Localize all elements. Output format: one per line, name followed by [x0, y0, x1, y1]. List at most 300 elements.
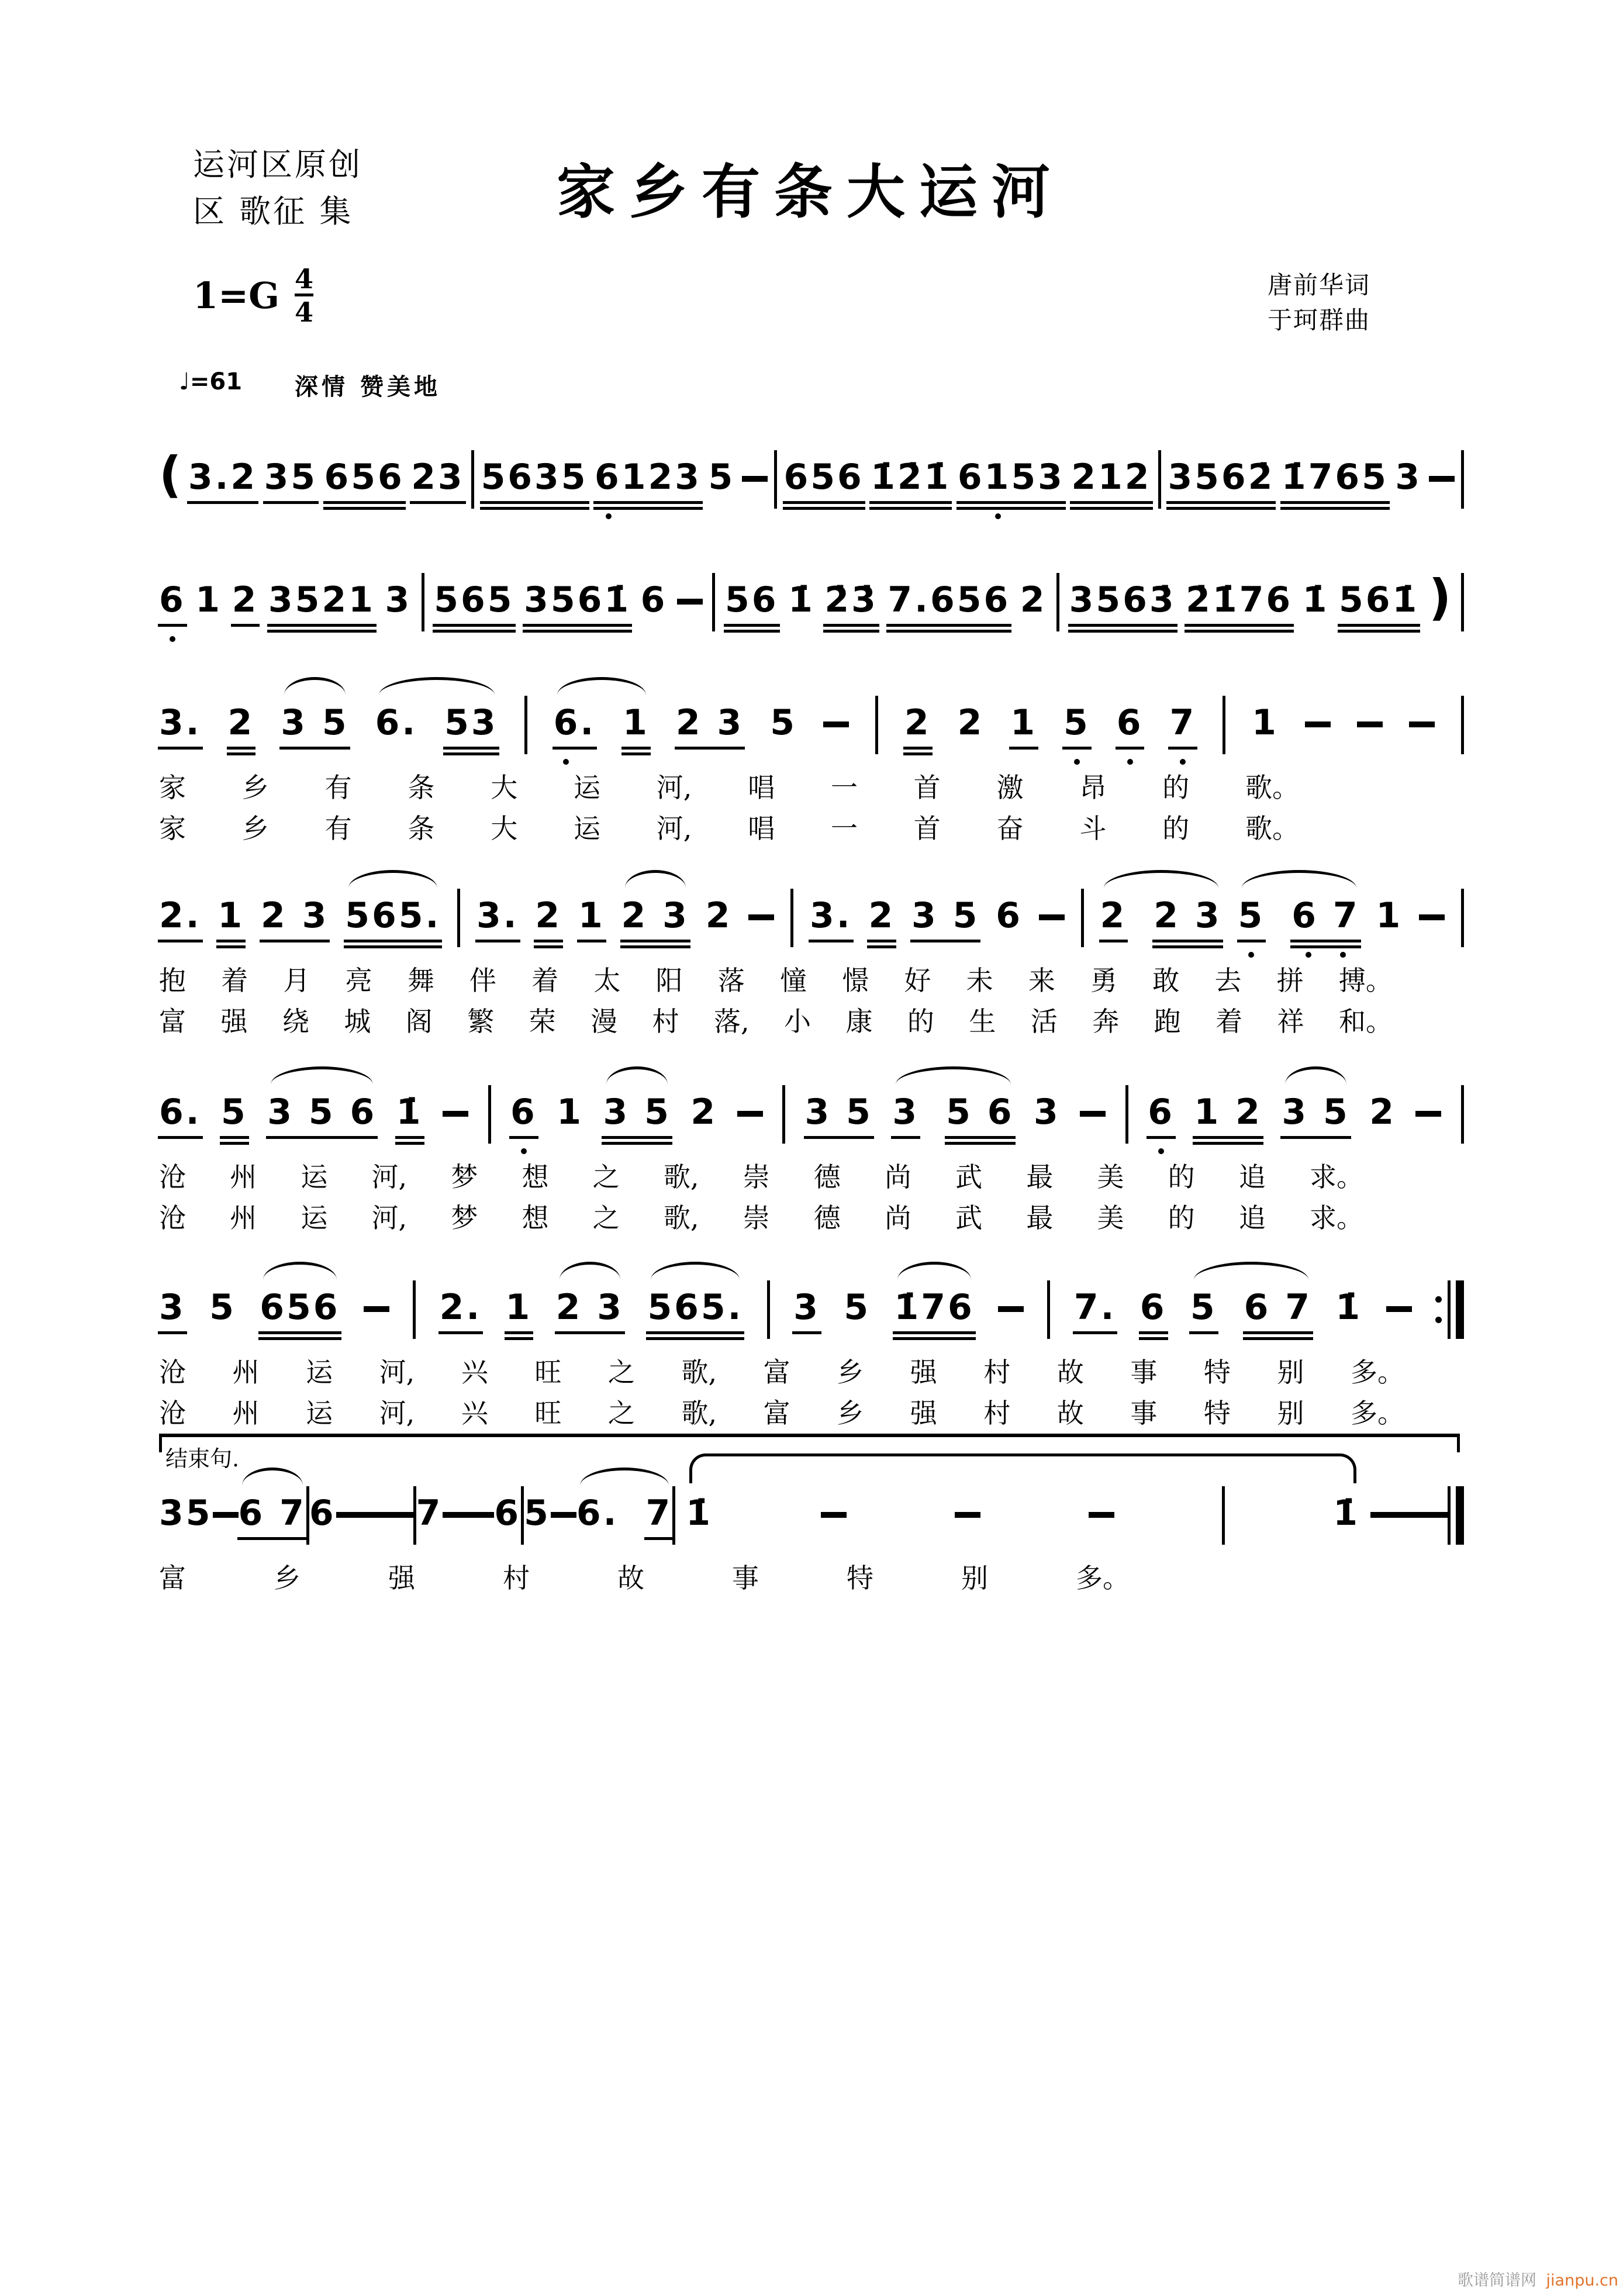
notation-token: 6123 [595, 456, 702, 498]
lyric-syllable: 沧 [159, 1202, 186, 1234]
lyric-syllable: 着 [221, 965, 248, 996]
lyric-syllable: 美 [1097, 1161, 1124, 1193]
lyric-syllable: 奋 [996, 813, 1024, 844]
notation-row [159, 562, 1464, 626]
notation-token: 6153 [958, 456, 1065, 498]
lyric-syllable: 太 [593, 965, 621, 996]
lyric-syllable: 有 [324, 813, 352, 844]
lyric-syllable: 求。 [1310, 1202, 1363, 1234]
notation-token: 6 [996, 895, 1023, 936]
lyric-syllable: 康 [845, 1006, 873, 1037]
barline [1047, 1280, 1050, 1339]
slur-group [1190, 1286, 1312, 1328]
notation-token: 2 [705, 895, 733, 936]
lyric-syllable: 家 [159, 813, 186, 844]
lyric-syllable: 运 [306, 1356, 333, 1388]
notation-token: 2 [690, 1092, 718, 1133]
lyric-syllable: 运 [301, 1161, 328, 1193]
notation-token: 5 6 [946, 1092, 1014, 1133]
lyric-syllable: 运 [301, 1202, 328, 1234]
barline [422, 573, 424, 631]
lyric-syllable: 河, [379, 1356, 415, 1388]
lyric-syllable: 大 [491, 813, 518, 844]
lyric-syllable: 之 [607, 1356, 635, 1388]
lyric-syllable: 一 [831, 772, 858, 803]
notation-token: 1̇765 [1281, 457, 1389, 498]
tempo-marking: ♩=61 [179, 368, 243, 395]
lyrics-line-1 [159, 1560, 1130, 1596]
notation-row [159, 685, 1464, 744]
notation-token: 6 [494, 1493, 522, 1534]
lyric-syllable: 憬 [842, 965, 869, 996]
barline [1081, 889, 1084, 947]
slur-group [1282, 1091, 1349, 1133]
barline [1461, 889, 1464, 947]
notation-token: 6 [510, 1091, 537, 1133]
notation-token: 6. [375, 702, 418, 743]
lyric-syllable: 河, [656, 813, 692, 844]
lyric-syllable: 之 [592, 1202, 620, 1234]
meter-numerator: 4 [295, 263, 314, 295]
expression-marking: 深情 赞美地 [295, 373, 441, 400]
rest-dash [1415, 1111, 1441, 1117]
notation-token: 3. [159, 702, 202, 743]
lyrics-line-1 [159, 962, 1393, 999]
rest-dash [336, 1512, 362, 1518]
rest-dash [362, 1512, 388, 1518]
barline [1461, 573, 1464, 631]
lyric-syllable: 歌, [663, 1161, 699, 1193]
barline [712, 573, 715, 631]
notation-token: 53 [444, 702, 498, 743]
lyric-syllable: 运 [573, 813, 600, 844]
key-label: 1=G [193, 274, 280, 317]
octave-dot-below [1074, 759, 1080, 765]
lyric-syllable: 多。 [1351, 1397, 1404, 1429]
lyric-syllable: 小 [784, 1006, 811, 1037]
notation-token: 2 [1369, 1092, 1396, 1133]
lyric-syllable: 追 [1238, 1202, 1266, 1234]
lyric-syllable: 亮 [345, 965, 372, 996]
notation-row [159, 878, 1464, 937]
slur-group [239, 1492, 306, 1534]
lyric-syllable: 唱 [748, 813, 775, 844]
repeat-end-barline [1435, 1280, 1464, 1339]
lyric-syllable: 州 [232, 1397, 260, 1429]
notation-token: 1 [1010, 702, 1038, 743]
lyric-syllable: 着 [1215, 1006, 1243, 1037]
barline [457, 889, 460, 947]
lyric-syllable: 大 [491, 772, 518, 803]
notation-token: 1̇ [396, 1092, 423, 1133]
score-system-7 [159, 1434, 1464, 1596]
notation-token: 1̇76 [894, 1287, 975, 1328]
rest-dash [1422, 1512, 1448, 1518]
lyric-syllable: 未 [966, 965, 993, 996]
slur-group [647, 1286, 743, 1328]
lyric-syllable: 歌, [663, 1202, 699, 1234]
credits [1268, 268, 1370, 338]
rest-dash [742, 476, 768, 482]
lyric-syllable: 绕 [282, 1006, 309, 1037]
notation-token: 6 [1148, 1091, 1175, 1133]
parenthesis: ( [159, 446, 182, 503]
parenthesis: ) [1428, 569, 1452, 626]
slur-group [603, 1091, 671, 1133]
lyric-syllable: 漫 [591, 1006, 618, 1037]
notation-token: 6. [554, 702, 596, 744]
lyric-syllable: 故 [1056, 1397, 1084, 1429]
notation-token: 2. [439, 1287, 482, 1328]
lyric-syllable: 敢 [1152, 965, 1180, 996]
lyric-syllable: 繁 [467, 1006, 495, 1037]
ending-label: 结束句. [165, 1446, 240, 1472]
notation-token: 3.2 [188, 457, 258, 498]
notation-token: 1̇ [1302, 579, 1330, 620]
lyric-syllable: 富 [763, 1397, 790, 1429]
notation-token: 7. [1073, 1287, 1117, 1328]
score-system-3 [159, 685, 1464, 847]
notation-token: 5 [844, 1287, 871, 1328]
lyric-syllable: 昂 [1079, 772, 1107, 803]
lyric-syllable: 多。 [1351, 1356, 1404, 1388]
notation-row [159, 1476, 1464, 1534]
lyric-syllable: 特 [1203, 1356, 1231, 1388]
collection-note-line1: 运河区原创 [193, 146, 362, 183]
octave-dot-below [1248, 952, 1254, 958]
notation-token: 3 [385, 579, 412, 620]
score-system-2 [159, 562, 1464, 626]
slur-group [1100, 895, 1222, 937]
lyric-syllable: 村 [983, 1356, 1011, 1388]
rest-dash [748, 914, 774, 920]
notation-token: 565. [345, 895, 441, 936]
rest-dash [737, 1111, 763, 1117]
slur-group [621, 895, 689, 937]
notation-token: 1 [623, 702, 650, 743]
lyric-syllable: 跑 [1154, 1006, 1181, 1037]
lyrics-line-1 [159, 1354, 1404, 1390]
meter-fraction [295, 264, 313, 327]
lyric-syllable: 阁 [405, 1006, 433, 1037]
lyric-syllable: 村 [983, 1397, 1011, 1429]
slur-group [554, 702, 650, 744]
octave-dot-below [1306, 952, 1311, 958]
octave-dot-below [1340, 952, 1346, 958]
lyric-syllable: 乡 [837, 1397, 864, 1429]
lyric-syllable: 沧 [159, 1397, 186, 1429]
lyric-syllable: 阳 [655, 965, 683, 996]
octave-dot-below [995, 513, 1001, 519]
octave-dot-below [1158, 1148, 1164, 1154]
notation-token: 5 [770, 702, 797, 743]
barline [1158, 450, 1161, 509]
notation-row [159, 1270, 1464, 1328]
notation-token: 6 7 [1292, 895, 1359, 937]
lyric-syllable: 唱 [748, 772, 775, 803]
slur-group [267, 1091, 377, 1133]
lyric-syllable: 强 [388, 1562, 415, 1594]
lyric-syllable: 祥 [1277, 1006, 1304, 1037]
notation-token: 1 [1252, 702, 1279, 743]
rest-dash [1386, 1306, 1412, 1312]
notation-token: 3563̇ [1069, 579, 1176, 620]
barline [1461, 1085, 1464, 1144]
lyric-syllable: 河, [379, 1397, 415, 1429]
notation-token: 6 [1139, 1287, 1167, 1328]
barline [1223, 696, 1225, 754]
lyric-syllable: 武 [955, 1202, 983, 1234]
lyric-syllable: 运 [573, 772, 600, 803]
notation-token: 3 [1034, 1092, 1061, 1133]
final-barline [1448, 1486, 1464, 1545]
barline [471, 450, 474, 509]
slur-group [556, 1286, 624, 1328]
notation-row [159, 1075, 1464, 1133]
lyric-syllable: 好 [904, 965, 931, 996]
lyric-syllable: 的 [1168, 1202, 1195, 1234]
lyric-syllable: 歌, [681, 1356, 717, 1388]
barline [767, 1280, 770, 1339]
lyrics-line-2 [159, 810, 1299, 847]
lyric-syllable: 运 [306, 1397, 333, 1429]
octave-dot-below [521, 1148, 527, 1154]
lyric-syllable: 河, [371, 1161, 408, 1193]
notation-token: 3 [159, 1493, 186, 1534]
tempo-row [179, 368, 441, 402]
lyric-syllable: 憧 [780, 965, 807, 996]
notation-token: 3521 [268, 579, 375, 620]
lyric-syllable: 武 [955, 1161, 983, 1193]
notation-token: 2 [232, 579, 259, 620]
lyric-syllable: 河, [656, 772, 692, 803]
lyric-syllable: 求。 [1310, 1161, 1363, 1193]
notation-token: 1 [217, 895, 245, 936]
notation-token: 6 7 [238, 1493, 306, 1534]
lyric-syllable: 富 [159, 1006, 186, 1037]
notation-token: 2 [957, 702, 985, 743]
rest-dash [1357, 721, 1383, 727]
collection-note-line2: 区 歌征 集 [193, 193, 354, 230]
lyric-syllable: 德 [813, 1202, 841, 1234]
notation-token: 7 [645, 1493, 673, 1534]
lyric-syllable: 活 [1030, 1006, 1058, 1037]
notation-token: 3 5 6 [267, 1092, 377, 1133]
lyric-syllable: 激 [996, 772, 1024, 803]
notation-token: 2̇1̇76 [1186, 579, 1293, 620]
lyric-syllable: 月 [283, 965, 310, 996]
lyric-syllable: 落 [717, 965, 745, 996]
lyric-syllable: 旺 [534, 1397, 562, 1429]
notation-token: 5635 [481, 457, 588, 498]
lyric-syllable: 旺 [534, 1356, 562, 1388]
notation-token: 5 [221, 1092, 248, 1133]
rest-dash [213, 1512, 239, 1518]
octave-dot-below [606, 513, 612, 519]
barline [1461, 450, 1464, 509]
lyric-syllable: 着 [531, 965, 559, 996]
lyric-syllable: 州 [230, 1202, 257, 1234]
composer-credit: 于珂群曲 [1268, 306, 1371, 334]
lyric-syllable: 落, [713, 1006, 750, 1037]
rest-dash [1089, 1512, 1114, 1518]
lyric-syllable: 条 [408, 772, 435, 803]
lyric-syllable: 富 [763, 1356, 790, 1388]
rest-dash [551, 1512, 576, 1518]
notation-token: 1̇ [1335, 1287, 1363, 1328]
barline [1461, 696, 1464, 754]
lyric-syllable: 搏。 [1338, 965, 1393, 996]
lyric-syllable: 乡 [241, 772, 269, 803]
score-system-4 [159, 878, 1464, 1040]
notation-token: 3 [892, 1092, 920, 1133]
notation-token: 5 [185, 1493, 213, 1534]
notation-token: 6 [1117, 702, 1144, 744]
notation-token: 1 2 [1194, 1092, 1262, 1133]
notation-token: 3 5 [804, 1092, 873, 1133]
lyric-syllable: 梦 [451, 1202, 478, 1234]
notation-token: 2 3 [1154, 895, 1222, 936]
lyric-syllable: 伴 [469, 965, 497, 996]
notation-row [159, 440, 1464, 503]
lyric-syllable: 想 [522, 1202, 549, 1234]
lyric-syllable: 梦 [451, 1161, 478, 1193]
notation-token: 212 [1071, 457, 1152, 498]
lyric-syllable: 州 [230, 1161, 257, 1193]
slur-group [894, 1286, 974, 1328]
notation-token: 6 [159, 579, 186, 621]
ending-bracket [159, 1434, 1460, 1472]
notation-token: 656 [324, 457, 405, 498]
lyric-syllable: 别 [961, 1562, 988, 1594]
lyric-syllable: 舞 [407, 965, 434, 996]
notation-token: 6. [576, 1493, 619, 1534]
lyric-syllable: 的 [1168, 1161, 1195, 1193]
notation-token: 1 [1376, 895, 1403, 936]
notation-token: 6. [159, 1092, 202, 1133]
lyric-syllable: 德 [813, 1161, 841, 1193]
rest-dash [468, 1512, 494, 1518]
lyric-syllable: 拼 [1276, 965, 1304, 996]
lyric-syllable: 的 [1162, 772, 1190, 803]
notation-token: 1 [505, 1287, 533, 1328]
notation-token: 5 [524, 1493, 551, 1534]
slur-group [375, 702, 498, 744]
rest-dash [1419, 914, 1445, 920]
lyric-syllable: 歌。 [1245, 772, 1299, 803]
rest-dash [1080, 1111, 1106, 1117]
rest-dash [1039, 914, 1065, 920]
rest-dash [388, 1512, 413, 1518]
score-system-1 [159, 440, 1464, 503]
lyric-syllable: 去 [1214, 965, 1242, 996]
watermark [1458, 2267, 1618, 2290]
lyric-syllable: 故 [1056, 1356, 1084, 1388]
notation-token: 2. [159, 895, 202, 936]
lyric-syllable: 想 [522, 1161, 549, 1193]
notation-token: 3 [159, 1287, 186, 1328]
lyric-syllable: 抱 [159, 965, 186, 996]
lyric-syllable: 生 [969, 1006, 996, 1037]
notation-token: 2 [535, 895, 562, 936]
lyric-syllable: 歌。 [1245, 813, 1299, 844]
lyric-syllable: 村 [652, 1006, 679, 1037]
watermark-domain: jianpu.cn [1546, 2271, 1618, 2290]
lyric-syllable: 特 [1203, 1397, 1231, 1429]
notation-token: 2 [904, 702, 931, 743]
slur-group [281, 702, 348, 744]
lyric-syllable: 崇 [743, 1202, 770, 1234]
notation-token: 5 [1190, 1287, 1217, 1328]
lyric-syllable: 荣 [529, 1006, 556, 1037]
notation-token: 5 [708, 457, 735, 498]
rest-dash [955, 1512, 980, 1518]
notation-token: 7.656 [888, 579, 1011, 620]
barline [1222, 1486, 1225, 1545]
rest-dash [1305, 721, 1331, 727]
barline [672, 1486, 675, 1545]
key-signature [193, 264, 313, 327]
lyric-syllable: 特 [847, 1562, 873, 1594]
notation-token: 23 [411, 457, 465, 498]
slur-group [576, 1492, 672, 1534]
lyric-syllable: 乡 [837, 1356, 864, 1388]
lyric-syllable: 兴 [461, 1397, 488, 1429]
lyrics-line-1 [159, 769, 1299, 806]
notation-token: 3 [793, 1287, 820, 1328]
lyric-syllable: 富 [159, 1562, 186, 1594]
lyric-syllable: 最 [1026, 1161, 1054, 1193]
notation-token: 1 [557, 1092, 583, 1133]
lyric-syllable: 勇 [1090, 965, 1118, 996]
lyric-syllable: 别 [1277, 1356, 1304, 1388]
rest-dash [1396, 1512, 1422, 1518]
lyric-syllable: 沧 [159, 1356, 186, 1388]
rest-dash [1370, 1512, 1396, 1518]
barline [774, 450, 777, 509]
lyric-syllable: 城 [344, 1006, 371, 1037]
song-title: 家乡有条大运河 [557, 157, 1064, 226]
lyric-syllable: 崇 [743, 1161, 770, 1193]
notation-token: 3 5 [603, 1092, 671, 1133]
watermark-site: 歌谱简谱网 [1457, 2271, 1536, 2290]
notation-token: 2̇3̇ [824, 579, 878, 620]
notation-token: 1̇ [686, 1493, 713, 1534]
barline [488, 1085, 491, 1144]
barline [782, 1085, 785, 1144]
slur-group [1238, 895, 1360, 937]
notation-token: 3 5 [281, 702, 349, 743]
lyric-syllable: 的 [1162, 813, 1190, 844]
lyric-syllable: 和。 [1338, 1006, 1393, 1037]
barline [875, 696, 878, 754]
notation-token: 3 [1395, 457, 1422, 498]
notation-token: 1 [195, 579, 223, 620]
notation-token: 2 3 [555, 1287, 624, 1328]
lyric-syllable: 强 [910, 1356, 937, 1388]
notation-token: 3 5 [1282, 1092, 1350, 1133]
lyric-syllable: 家 [159, 772, 186, 803]
rest-dash [823, 721, 849, 727]
notation-token: 656 [783, 457, 864, 498]
rest-dash [1429, 476, 1455, 482]
notation-token: 7 [416, 1493, 443, 1534]
lyric-syllable: 首 [913, 813, 941, 844]
rest-dash [821, 1512, 847, 1518]
octave-dot-below [563, 759, 569, 765]
rest-dash [443, 1111, 468, 1117]
lyric-syllable: 故 [617, 1562, 644, 1594]
